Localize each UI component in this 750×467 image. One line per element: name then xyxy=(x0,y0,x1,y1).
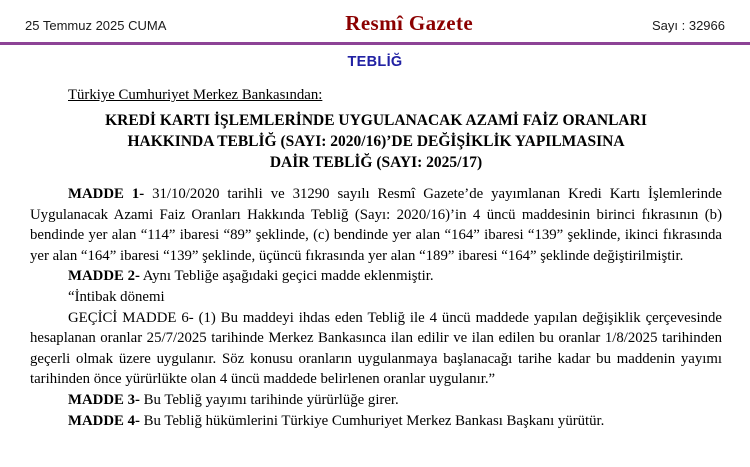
paragraph-madde-4 xyxy=(30,411,722,432)
document-title-line-3: DAİR TEBLİĞ (SAYI: 2025/17) xyxy=(269,154,483,171)
paragraph-text: Bu Tebliğ yayımı tarihinde yürürlüğe girer. xyxy=(139,391,399,408)
issue-date: 25 Temmuz 2025 CUMA xyxy=(25,18,167,33)
document-title-line-1: KREDİ KARTI İŞLEMLERİNDE UYGULANACAK AZAMİ FAİZ ORANLARI xyxy=(105,112,647,129)
paragraph-label: MADDE 2- xyxy=(68,268,140,285)
paragraph-text: 31/10/2020 tarihli ve 31290 sayılı Resmî Gazete’de yayımlanan Kredi Kartı İşlemlerinde Uygulanacak Azami Faiz Oranları Hakkında Tebliğ (Sayı: 2020/16)’in 4 üncü maddesinin birinci fıkrasının (b) bendinde yer alan “114” ibaresi “89” şeklinde, (c) bendinde yer alan “164” ibaresi “139” şeklinde, ikinci fıkrasında yer alan “164” ibaresi “139” şeklinde, üçüncü fıkrasında yer alan “189” ibaresi “164” şeklinde değiştirilmiştir. xyxy=(30,186,722,264)
paragraph-text: Bu Tebliğ hükümlerini Türkiye Cumhuriyet Merkez Bankası Başkanı yürütür. xyxy=(139,412,605,429)
paragraph-intibak-donemi xyxy=(30,287,722,308)
paragraph-text: GEÇİCİ MADDE 6- (1) Bu maddeyi ihdas eden Tebliğ ile 4 üncü maddede yapılan değişiklik çerçevesinde hesaplanan oranlar 25/7/2025 tarihinde Merkez Bankasınca ilan edilir ve ilan edilen bu oranlar 1/8/2025 tarihinden geçerli olmak üzere uygulanır. Söz konusu oranların uygulanmaya başlanacağı tarihe kadar bu maddenin yayımı tarihinden önce yürürlükte olan 4 üncü maddede belirlenen oranlar uygulanır.” xyxy=(30,309,722,388)
document-body xyxy=(0,70,750,431)
masthead xyxy=(0,0,750,42)
paragraph-madde-3 xyxy=(30,390,722,411)
issuer-text: Türkiye Cumhuriyet Merkez Bankasından: xyxy=(68,87,323,103)
paragraph-gecici-madde-6 xyxy=(30,308,722,390)
document-title-line-2: HAKKINDA TEBLİĞ (SAYI: 2020/16)’DE DEĞİŞİKLİK YAPILMASINA xyxy=(127,133,625,150)
section-label: TEBLİĞ xyxy=(347,54,403,70)
paragraph-label: MADDE 4- xyxy=(68,412,140,429)
document-title xyxy=(30,110,722,173)
paragraph-label: MADDE 1- xyxy=(68,186,145,202)
paragraph-text: “İntibak dönemi xyxy=(68,288,165,305)
issuer-line xyxy=(30,85,722,105)
paragraph-madde-2 xyxy=(30,266,722,287)
gazette-title: Resmî Gazete xyxy=(345,11,474,35)
masthead-divider xyxy=(0,42,750,45)
paragraph-madde-1 xyxy=(30,184,722,266)
paragraph-text: Aynı Tebliğe aşağıdaki geçici madde eklenmiştir. xyxy=(139,268,434,285)
paragraph-label: MADDE 3- xyxy=(68,391,140,408)
issue-number: Sayı : 32966 xyxy=(651,18,725,33)
